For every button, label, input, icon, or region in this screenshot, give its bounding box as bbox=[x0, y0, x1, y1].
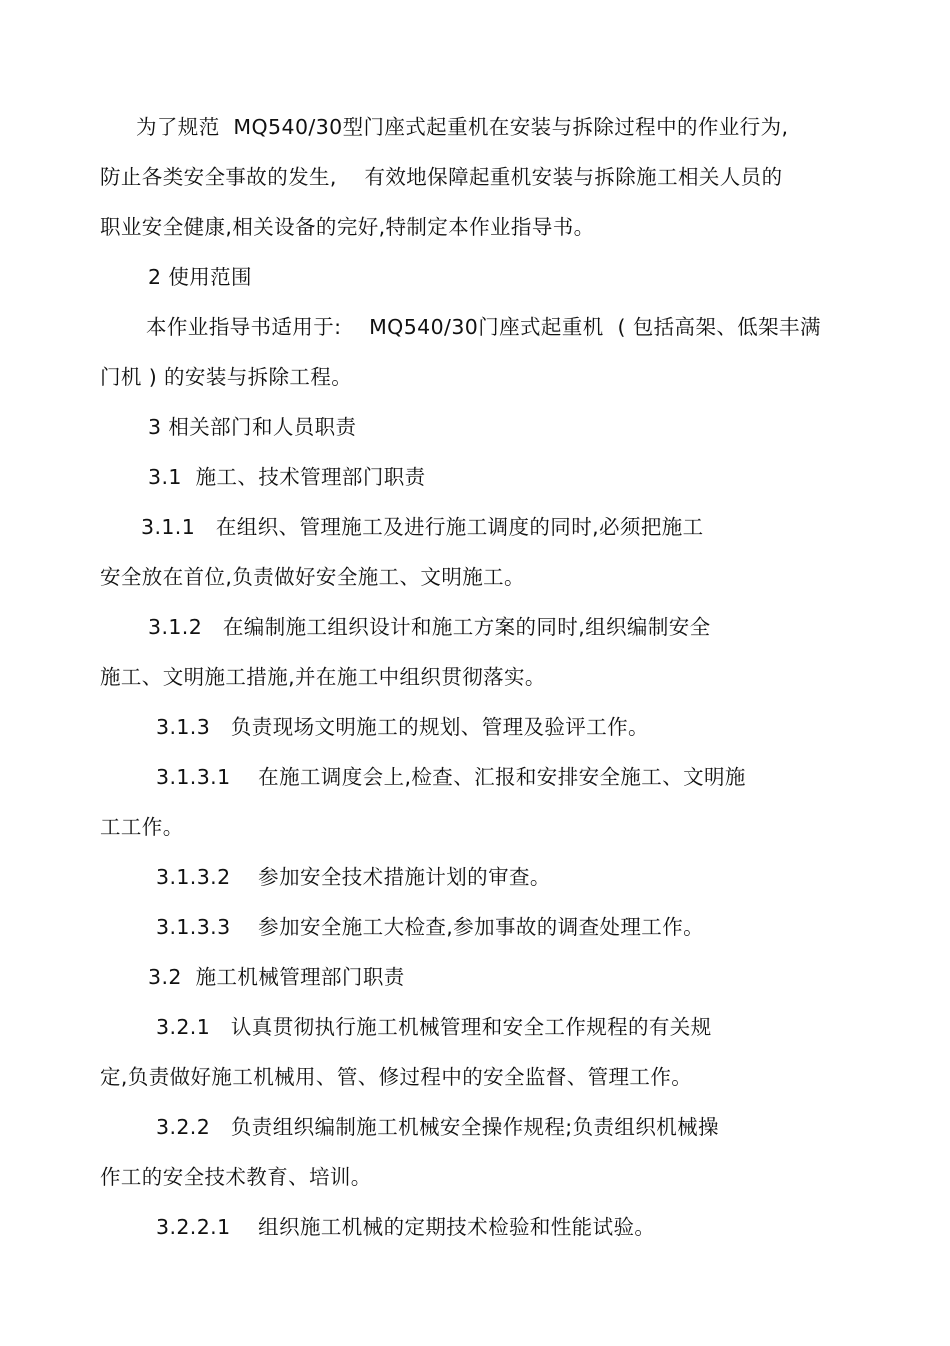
item-3-2-2-1: 3.2.2.1 组织施工机械的定期技术检验和性能试验。 bbox=[156, 1215, 656, 1239]
text-line-5: 本作业指导书适用于: MQ540/30门座式起重机 ( 包括高架、低架丰满 bbox=[146, 315, 821, 339]
item-3-1-2: 3.1.2 在编制施工组织设计和施工方案的同时,组织编制安全 bbox=[148, 615, 711, 639]
item-3-2-1: 3.2.1 认真贯彻执行施工机械管理和安全工作规程的有关规 bbox=[156, 1015, 712, 1039]
item-3-1-1: 3.1.1 在组织、管理施工及进行施工调度的同时,必须把施工 bbox=[141, 515, 704, 539]
item-3-1-3-3: 3.1.3.3 参加安全施工大检查,参加事故的调查处理工作。 bbox=[156, 915, 705, 939]
text-line-10: 安全放在首位,负责做好安全施工、文明施工。 bbox=[100, 565, 525, 589]
section-heading-2: 2 使用范围 bbox=[148, 265, 252, 289]
text-line-1: 为了规范 MQ540/30型门座式起重机在安装与拆除过程中的作业行为, bbox=[136, 115, 789, 139]
item-3-1-3: 3.1.3 负责现场文明施工的规划、管理及验评工作。 bbox=[156, 715, 649, 739]
item-3-1-3-1: 3.1.3.1 在施工调度会上,检查、汇报和安排安全施工、文明施 bbox=[156, 765, 746, 789]
text-line-6: 门机 ) 的安装与拆除工程。 bbox=[100, 365, 353, 389]
text-line-3: 职业安全健康,相关设备的完好,特制定本作业指导书。 bbox=[100, 215, 595, 239]
text-line-12: 施工、文明施工措施,并在施工中组织贯彻落实。 bbox=[100, 665, 546, 689]
item-3-1-3-2: 3.1.3.2 参加安全技术措施计划的审查。 bbox=[156, 865, 551, 889]
text-line-22: 作工的安全技术教育、培训。 bbox=[100, 1165, 372, 1189]
text-line-2: 防止各类安全事故的发生, 有效地保障起重机安装与拆除施工相关人员的 bbox=[100, 165, 783, 189]
item-3-2-2: 3.2.2 负责组织编制施工机械安全操作规程;负责组织机械操 bbox=[156, 1115, 719, 1139]
text-line-15: 工工作。 bbox=[100, 815, 184, 839]
text-line-20: 定,负责做好施工机械用、管、修过程中的安全监督、管理工作。 bbox=[100, 1065, 693, 1089]
section-heading-3-2: 3.2 施工机械管理部门职责 bbox=[148, 965, 405, 989]
section-heading-3-1: 3.1 施工、技术管理部门职责 bbox=[148, 465, 426, 489]
section-heading-3: 3 相关部门和人员职责 bbox=[148, 415, 357, 439]
